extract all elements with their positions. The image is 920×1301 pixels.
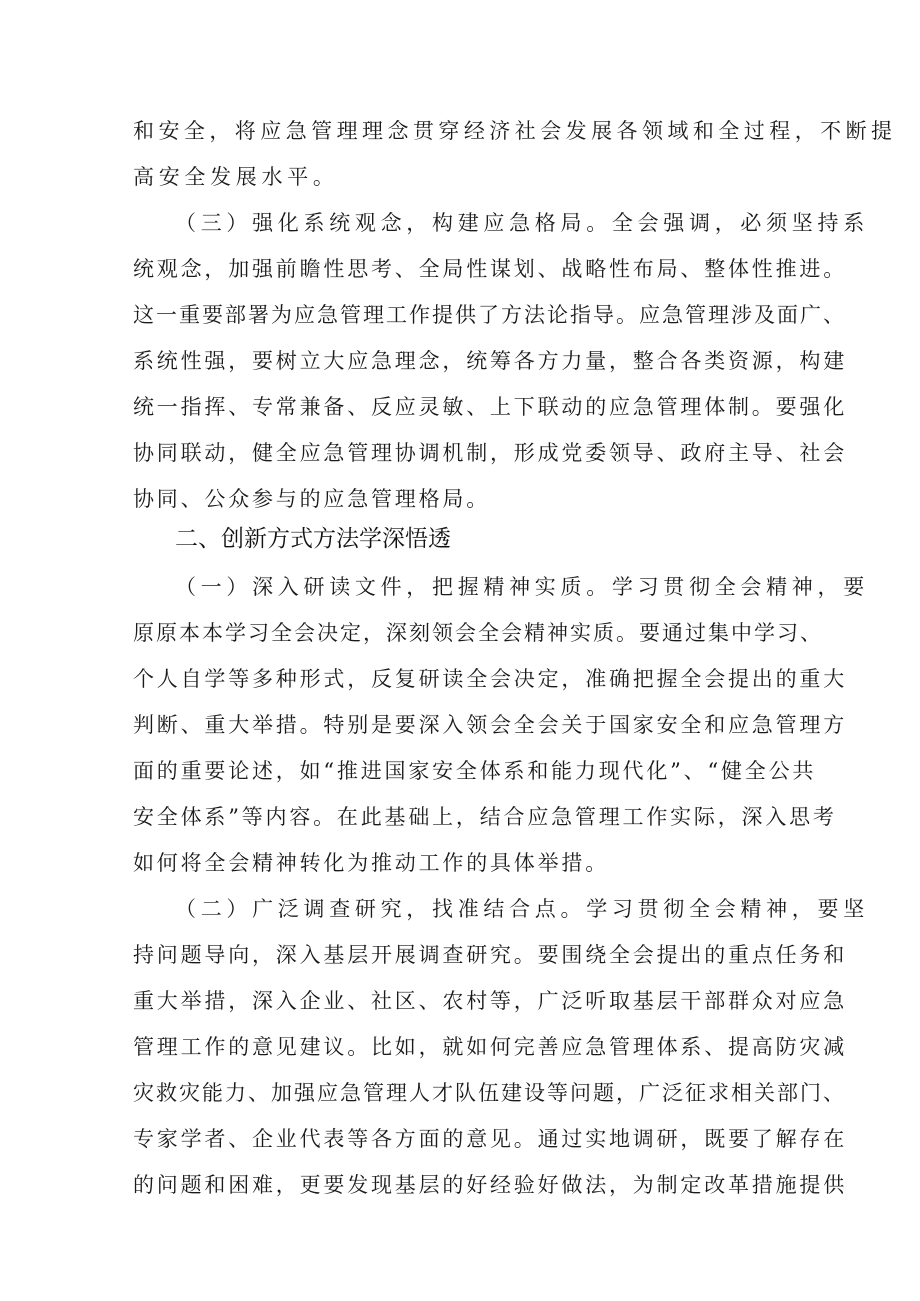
paragraph-first-line: （二）广泛调查研究，找准结合点。学习贯彻全会精神，要坚 [175, 897, 869, 921]
text-line: 个人自学等多种形式，反复研读全会决定，准确把握全会提出的重大 [133, 667, 847, 691]
text-line: 协同、公众参与的应急管理格局。 [133, 487, 490, 511]
text-line: 的问题和困难，更要发现基层的好经验好做法，为制定改革措施提供 [133, 1173, 847, 1197]
text-line: 协同联动，健全应急管理协调机制，形成党委领导、政府主导、社会 [133, 441, 847, 465]
text-line: 统一指挥、专常兼备、反应灵敏、上下联动的应急管理体制。要强化 [133, 395, 847, 419]
text-line: 持问题导向，深入基层开展调查研究。要围绕全会提出的重点任务和 [133, 943, 847, 967]
paragraph-first-line: （一）深入研读文件，把握精神实质。学习贯彻全会精神，要 [175, 575, 869, 599]
text-line: 这一重要部署为应急管理工作提供了方法论指导。应急管理涉及面广、 [133, 303, 846, 327]
text-line: 灾救灾能力、加强应急管理人才队伍建设等问题，广泛征求相关部门、 [133, 1081, 846, 1105]
text-line: 安全体系”等内容。在此基础上，结合应急管理工作实际，深入思考 [133, 805, 837, 829]
text-line: 原原本本学习全会决定，深刻领会全会精神实质。要通过集中学习、 [133, 621, 823, 645]
text-line: 系统性强，要树立大应急理念，统筹各方力量，整合各类资源，构建 [133, 349, 847, 373]
text-line: 高安全发展水平。 [133, 165, 339, 189]
section-heading: 二、创新方式方法学深悟透 [175, 526, 451, 552]
text-line: 管理工作的意见建议。比如，就如何完善应急管理体系、提高防灾减 [133, 1035, 847, 1059]
text-line: 和安全，将应急管理理念贯穿经济社会发展各领域和全过程，不断提 [133, 119, 897, 143]
text-line: 重大举措，深入企业、社区、农村等，广泛听取基层干部群众对应急 [133, 989, 847, 1013]
text-line: 如何将全会精神转化为推动工作的具体举措。 [133, 851, 609, 875]
text-line: 判断、重大举措。特别是要深入领会全会关于国家安全和应急管理方 [133, 713, 847, 737]
text-line: 面的重要论述，如“推进国家安全体系和能力现代化”、“健全公共 [133, 759, 817, 783]
text-line: 统观念，加强前瞻性思考、全局性谋划、战略性布局、整体性推进。 [133, 257, 847, 281]
text-line: 专家学者、企业代表等各方面的意见。通过实地调研，既要了解存在 [133, 1127, 847, 1151]
paragraph-first-line: （三）强化系统观念，构建应急格局。全会强调，必须坚持系 [175, 211, 869, 235]
